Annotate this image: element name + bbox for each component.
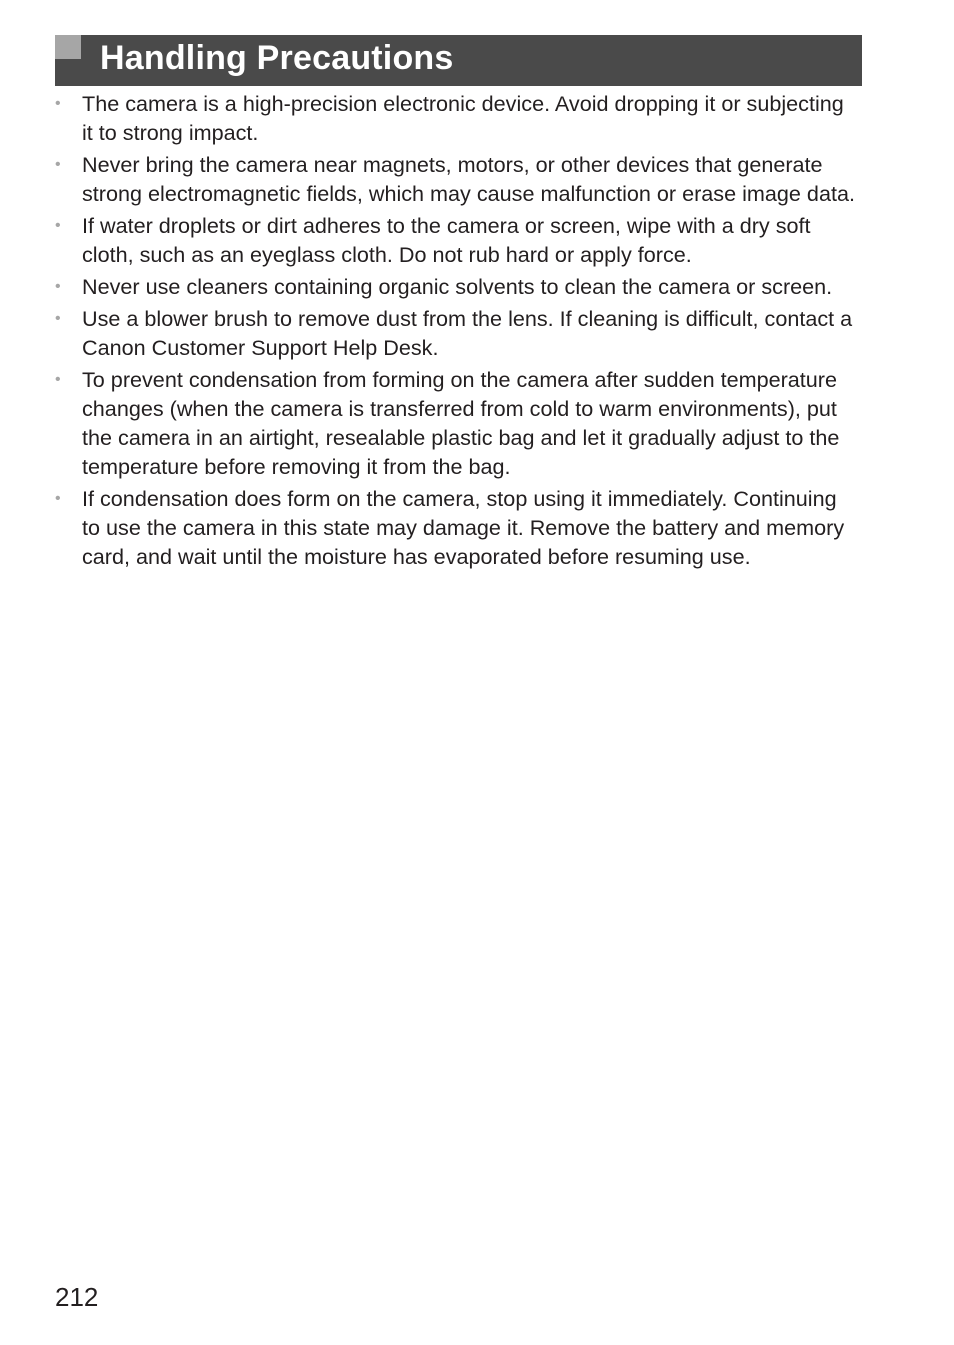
bullet-icon: • <box>55 217 61 234</box>
list-item-text: Use a blower brush to remove dust from the lens. If cleaning is difficult, contact a Canon Customer Support Help Desk. <box>82 306 853 360</box>
bullet-icon: • <box>55 490 61 507</box>
bullet-icon: • <box>55 310 61 327</box>
list-item <box>55 89 860 147</box>
page-number: 212 <box>55 1282 99 1312</box>
list-item <box>55 272 860 301</box>
list-item-text: To prevent condensation from forming on the camera after sudden temperature changes (when the camera is transferred from cold to warm environments), put the camera in an airtight, resealable plastic bag and let it gradually adjust to the temperature before removing it from the bag. <box>82 367 840 479</box>
section-title: Handling Precautions <box>100 39 454 77</box>
list-item-text: The camera is a high-precision electronic device. Avoid dropping it or subjecting it to strong impact. <box>82 91 844 145</box>
list-item <box>55 211 860 269</box>
bullet-icon: • <box>55 371 61 388</box>
list-item <box>55 365 860 481</box>
list-item <box>55 484 860 571</box>
bullet-icon: • <box>55 156 61 173</box>
list-item <box>55 150 860 208</box>
list-item-text: If condensation does form on the camera, stop using it immediately. Continuing to use the camera in this state may damage it. Remove the battery and memory card, and wait until the moisture has evaporated before resuming use. <box>82 486 845 569</box>
title-corner-marker <box>55 35 81 59</box>
title-corner-notch <box>55 59 65 69</box>
bullet-icon: • <box>55 95 61 112</box>
section-title-bar <box>55 35 862 86</box>
list-item-text: Never use cleaners containing organic solvents to clean the camera or screen. <box>82 274 833 299</box>
list-item <box>55 304 860 362</box>
bullet-icon: • <box>55 278 61 295</box>
precautions-list <box>55 89 860 574</box>
list-item-text: If water droplets or dirt adheres to the camera or screen, wipe with a dry soft cloth, such as an eyeglass cloth. Do not rub hard or apply force. <box>82 213 811 267</box>
list-item-text: Never bring the camera near magnets, motors, or other devices that generate strong electromagnetic fields, which may cause malfunction or erase image data. <box>82 152 855 206</box>
